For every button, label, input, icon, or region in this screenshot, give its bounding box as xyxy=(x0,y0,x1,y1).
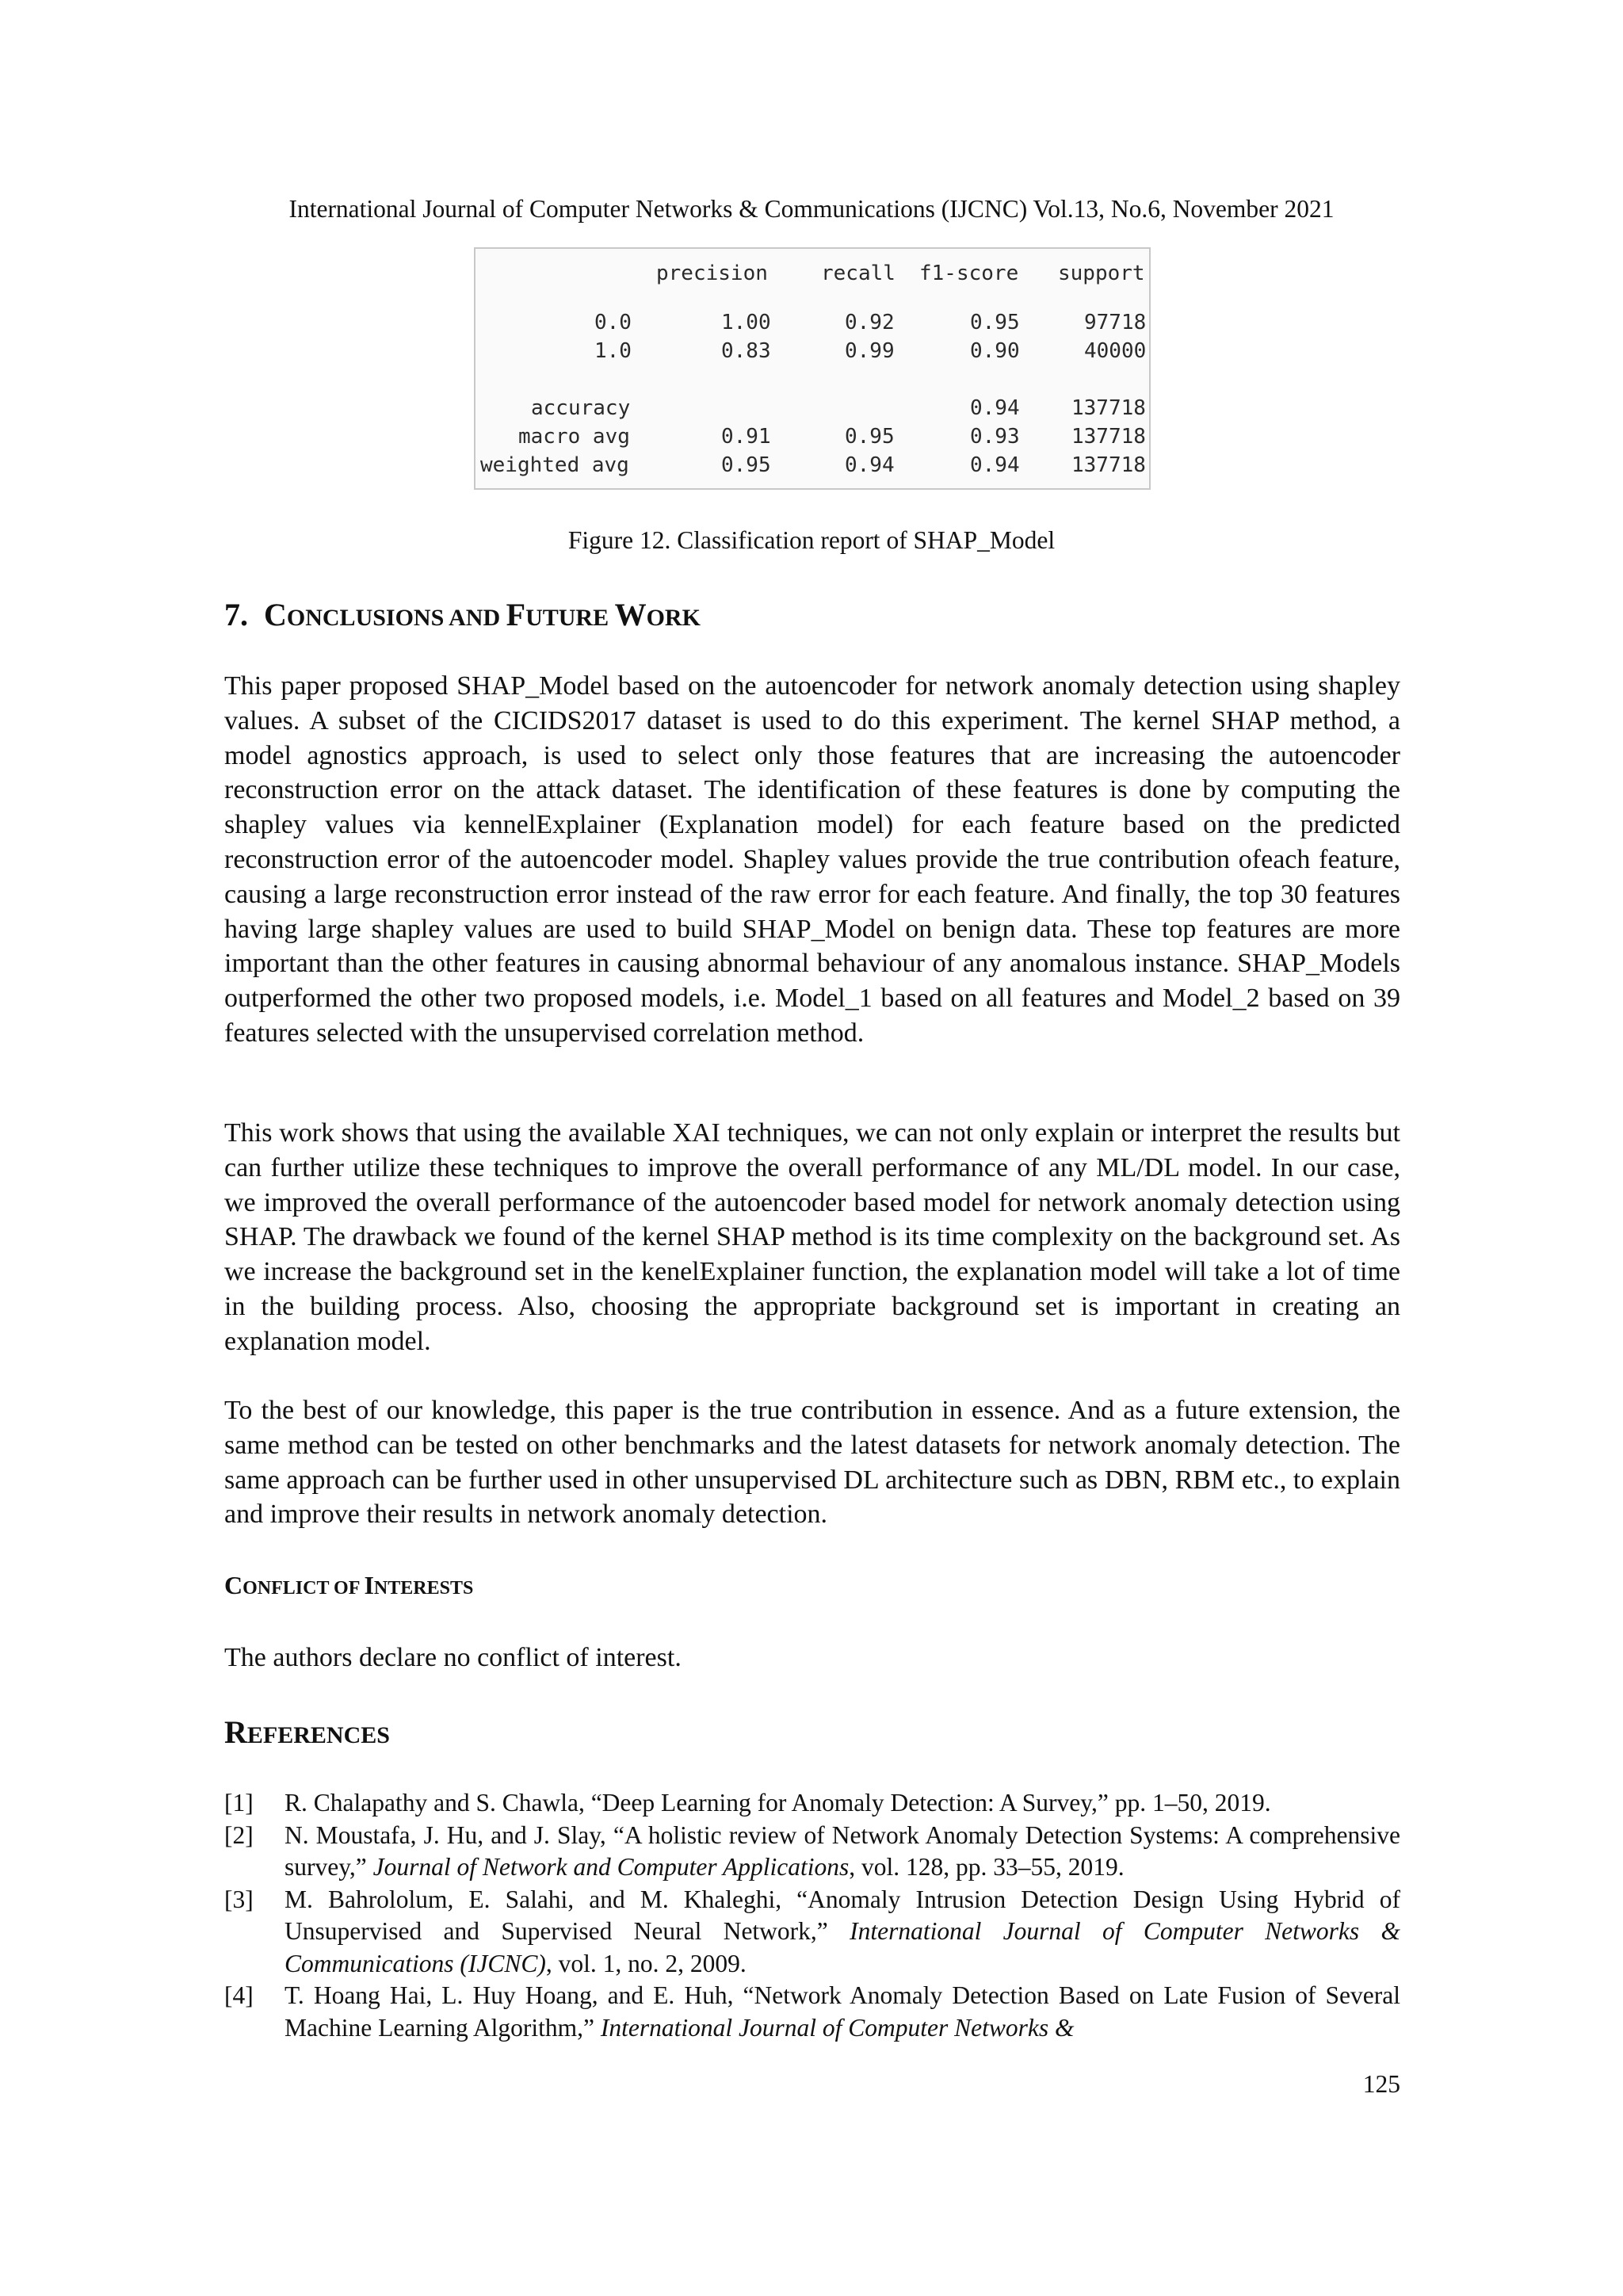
heading-cap: C xyxy=(264,597,287,632)
heading-small-caps: ORK xyxy=(646,605,701,631)
col-header-support: support xyxy=(1058,262,1145,285)
row-f1: 0.95 xyxy=(970,311,1020,334)
heading-cap: R xyxy=(224,1714,247,1750)
conflict-statement: The authors declare no conflict of interest. xyxy=(224,1643,682,1672)
paragraph: This work shows that using the available XAI techniques, we can not only explain or interpret the results but can further utilize these techniques to improve the overall performance of any ML/DL model. In our case, we improved the overall performance of the autoencoder based model for network anomaly detection using SHAP. The drawback we found of the kernel SHAP method is its time complexity on the background set. As we increase the background set in the kenelExplainer function, the explanation model will take a lot of time in the building process. Also, choosing the appropriate background set is important in creating an explanation model. xyxy=(224,1118,1400,1356)
row-f1: 0.94 xyxy=(970,396,1020,420)
row-support: 137718 xyxy=(1071,425,1146,449)
reference-list xyxy=(224,1787,1400,2044)
reference-number: [1] xyxy=(224,1789,254,1817)
row-precision: 1.00 xyxy=(721,311,771,334)
references-heading xyxy=(224,1713,390,1751)
heading-small-caps: ONFLICT OF xyxy=(242,1578,365,1599)
col-header-precision: precision xyxy=(656,262,768,285)
reference-item xyxy=(224,1787,1400,1820)
row-label: 0.0 xyxy=(594,311,632,334)
heading-small-caps: EFERENCES xyxy=(246,1722,390,1748)
reference-number: [2] xyxy=(224,1820,254,1849)
heading-small-caps: ONCLUSIONS AND xyxy=(286,605,506,631)
row-recall: 0.95 xyxy=(845,425,895,449)
reference-text: N. Moustafa, J. Hu, and J. Slay, “A holistic review of Network Anomaly Detection Systems: A comprehensive survey,” xyxy=(285,1820,1400,1881)
reference-item xyxy=(224,1980,1400,2044)
reference-text: R. Chalapathy and S. Chawla, “Deep Learning for Anomaly Detection: A Survey,” pp. 1–50, 2019. xyxy=(285,1789,1271,1817)
reference-item xyxy=(224,1820,1400,1884)
row-recall: 0.92 xyxy=(845,311,895,334)
paragraph: To the best of our knowledge, this paper is the true contribution in essence. And as a future extension, the same method can be tested on other benchmarks and the latest datasets for network anomaly detection. The same approach can be further used in other unsupervised DL architecture such as DBN, RBM etc., to explain and improve their results in network anomaly detection. xyxy=(224,1396,1400,1530)
row-support: 40000 xyxy=(1084,339,1147,363)
reference-text: M. Bahrololum, E. Salahi, and M. Khaleghi, “Anomaly Intrusion Detection Design Using Hybrid of Unsupervised and Supervised Neural Network,” xyxy=(285,1885,1400,1945)
row-recall: 0.99 xyxy=(845,339,895,363)
reference-text: T. Hoang Hai, L. Huy Hoang, and E. Huh, “Network Anomaly Detection Based on Late Fusion of Several Machine Learning Algorithm,” xyxy=(285,1981,1400,2042)
row-recall: 0.94 xyxy=(845,453,895,477)
heading-small-caps: NTERESTS xyxy=(373,1578,474,1599)
heading-small-caps: UTURE xyxy=(525,605,615,631)
col-header-f1-score: f1-score xyxy=(919,262,1019,285)
heading-cap: F xyxy=(506,597,526,632)
reference-text: , vol. 128, pp. 33–55, 2019. xyxy=(849,1853,1125,1881)
reference-journal: International Journal of Computer Networks & Communications (IJCNC) xyxy=(285,1917,1400,1977)
row-f1: 0.90 xyxy=(970,339,1020,363)
row-label: macro avg xyxy=(518,425,630,449)
row-label: 1.0 xyxy=(594,339,632,363)
row-precision: 0.91 xyxy=(721,425,771,449)
conflict-of-interests-heading xyxy=(224,1571,473,1600)
section-heading-conclusions xyxy=(224,596,701,633)
reference-journal: International Journal of Computer Networks & xyxy=(600,2013,1075,2042)
row-label: accuracy xyxy=(531,396,631,420)
row-precision: 0.95 xyxy=(721,453,771,477)
reference-number: [4] xyxy=(224,1981,254,2009)
reference-item xyxy=(224,1884,1400,1981)
row-support: 137718 xyxy=(1071,396,1146,420)
classification-report-figure xyxy=(474,247,1151,490)
row-f1: 0.94 xyxy=(970,453,1020,477)
row-precision: 0.83 xyxy=(721,339,771,363)
paragraph: This paper proposed SHAP_Model based on the autoencoder for network anomaly detection using shapley values. A subset of the CICIDS2017 dataset is used to do this experiment. The kernel SHAP method, a model agnostics approach, is used to select only those features that are increasing the autoencoder reconstruction error on the attack dataset. The identification of these features is done by computing the shapley values via kennelExplainer (Explanation model) for each feature based on the predicted reconstruction error of the autoencoder model. Shapley values provide the true contribution ofeach feature, causing a large reconstruction error instead of the raw error for each feature. And finally, the top 30 features having large shapley values are used to build SHAP_Model on benign data. These top features are more important than the other features in causing abnormal behaviour of any anomalous instance. SHAP_Models outperformed the other two proposed models, i.e. Model_1 based on all features and Model_2 based on 39 features selected with the unsupervised correlation method. xyxy=(224,671,1400,1048)
reference-number: [3] xyxy=(224,1885,254,1913)
heading-cap: C xyxy=(224,1571,243,1599)
reference-journal: Journal of Network and Computer Applications xyxy=(372,1853,850,1881)
row-label: weighted avg xyxy=(480,453,629,477)
running-header: International Journal of Computer Networks & Communications (IJCNC) Vol.13, No.6, November 2021 xyxy=(288,195,1335,223)
section-number: 7. xyxy=(224,597,248,632)
figure-caption: Figure 12. Classification report of SHAP_Model xyxy=(567,526,1056,554)
heading-cap: W xyxy=(614,597,647,632)
row-support: 97718 xyxy=(1084,311,1147,334)
row-f1: 0.93 xyxy=(970,425,1020,449)
col-header-recall: recall xyxy=(821,262,896,285)
row-support: 137718 xyxy=(1071,453,1146,477)
page-number: 125 xyxy=(1362,2070,1400,2098)
heading-cap: I xyxy=(364,1571,374,1599)
reference-text: , vol. 1, no. 2, 2009. xyxy=(545,1949,747,1977)
